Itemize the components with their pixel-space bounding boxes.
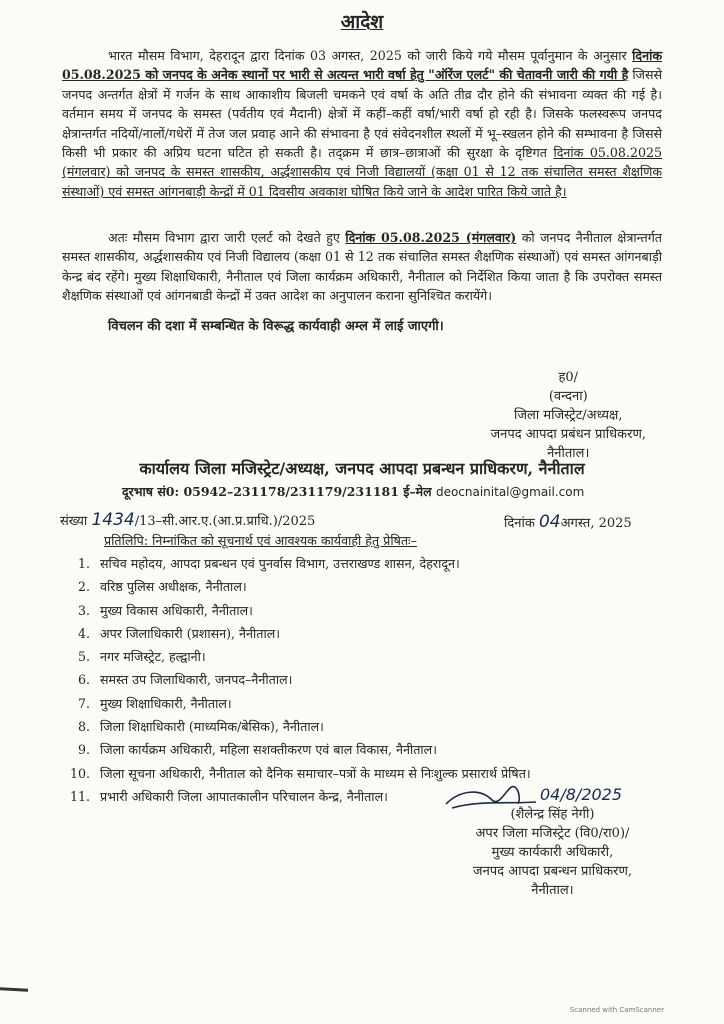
copy-recipient-number: 5. <box>77 649 90 665</box>
alert-highlight: दिनांक 05.08.2025 को जनपद के अनेक स्थानों पर भारी से अत्यन्त भारी वर्षा हेतु "ऑरेंज एलर्ट" की चेतावनी जारी की गयी है <box>62 48 662 83</box>
reference-number: संख्या 1434/13–सी.आर.ए.(आ.प्र.प्राधि.)/2025 <box>60 510 316 530</box>
copy-recipient-text: सचिव महोदय, आपदा प्रबन्धन एवं पुनर्वास विभाग, उत्तराखण्ड शासन, देहरादून। <box>100 556 460 571</box>
copy-recipient-text: मुख्य विकास अधिकारी, नैनीताल। <box>100 602 253 618</box>
copy-recipient-number: 11. <box>69 788 90 804</box>
copy-recipient-number: 1. <box>77 556 90 571</box>
signature-block-dm: ह0/ (वन्दना) जिला मजिस्ट्रेट/अध्यक्ष, जनपद आपदा प्रबंधन प्राधिकरण, नैनीताल। <box>490 370 646 461</box>
copy-recipient-item <box>60 668 660 691</box>
copy-recipient-item <box>60 599 660 622</box>
contact-line: दूरभाष सं0: 05942–231178/231179/231181 ई–मेल deocnainital@gmail.com <box>122 484 585 499</box>
holiday-declaration: दिनांक 05.08.2025 (मंगलवार) को जनपद के समस्त शासकीय, अर्द्धशासकीय एवं निजी विद्यालयों (कक्षा 01 से 12 तक संचालित समस्त शैक्षणिक संस्थाओं) एवं समस्त आंगनबाड़ी केन्द्रों में 01 दिवसीय अवकाश घोषित किये जाने के आदेश पारित किये जाते है। <box>62 145 662 199</box>
copy-recipient-number: 3. <box>77 602 90 618</box>
order-paragraph-3: विचलन की दशा में सम्बन्धित के विरूद्ध कार्यवाही अम्ल में लाई जाएगी। <box>108 319 444 334</box>
scanner-watermark: Scanned with CamScanner <box>569 1006 664 1014</box>
copy-recipient-item <box>60 575 660 598</box>
handwritten-day: 04 <box>538 512 561 532</box>
copy-recipient-text: प्रभारी अधिकारी जिला आपातकालीन परिचालन केन्द्र, नैनीताल। <box>100 788 388 804</box>
copy-recipient-number: 4. <box>77 625 90 641</box>
copy-recipient-item <box>60 692 660 715</box>
order-paragraph-1: भारत मौसम विभाग, देहरादून द्वारा दिनांक 03 अगस्त, 2025 को जारी किये गये मौसम पूर्वानुमान के अनुसार दिनांक 05.08.2025 को जनपद के अनेक स्थानों पर भारी से अत्यन्त भारी वर्षा हेतु "ऑरेंज एलर्ट" की चेतावनी जारी की गयी है जिससे जनपद अन्तर्गत क्षेत्रों में गर्जन के साथ आकाशीय बिजली चमकने एवं वर्षा के अति तीव्र दौर होने की संभावना व्यक्त की गई है। वर्तमान समय में जनपद के समस्त (पर्वतीय एवं मैदानी) क्षेत्रों में कहीं–कहीं वर्षा/भारी वर्षा हो रही है। जिसके फलस्वरूप जनपद क्षेत्रान्तर्गत नदियों/नालों/गधेरों में तेज जल प्रवाह आने की संभावना है एवं संवेदनशील स्थलों में भू–स्खलन होने की सम्भावना है जिससे किसी भी प्रकार की अप्रिय घटना घटित हो सकती है। तद्क्रम में छात्र–छात्राओं की सुरक्षा के दृष्टिगत दिनांक 05.08.2025 (मंगलवार) को जनपद के समस्त शासकीय, अर्द्धशासकीय एवं निजी विद्यालयों (कक्षा 01 से 12 तक संचालित समस्त शैक्षणिक संस्थाओं) एवं समस्त आंगनबाड़ी केन्द्रों में 01 दिवसीय अवकाश घोषित किये जाने के आदेश पारित किये जाते है। <box>62 48 662 199</box>
copy-recipient-number: 7. <box>77 695 90 711</box>
copy-recipient-text: जिला कार्यक्रम अधिकारी, महिला सशक्तीकरण एवं बाल विकास, नैनीताल। <box>100 742 437 758</box>
copy-recipient-text: समस्त उप जिलाधिकारी, जनपद–नैनीताल। <box>100 672 293 688</box>
signature-block-adm: (शैलेन्द्र सिंह नेगी) अपर जिला मजिस्ट्रेट (वि0/रा0)/ मुख्य कार्यकारी अधिकारी, जनपद आपदा प्रबन्धन प्राधिकरण, नैनीताल। <box>472 807 632 898</box>
copy-recipient-item <box>60 715 660 738</box>
copy-recipient-text: वरिष्ठ पुलिस अधीक्षक, नैनीताल। <box>100 579 247 595</box>
order-paragraph-2: अतः मौसम विभाग द्वारा जारी एलर्ट को देखते हुए दिनांक 05.08.2025 (मंगलवार) को जनपद नैनीताल क्षेत्रान्तर्गत समस्त शासकीय, अर्द्धशासकीय एवं निजी विद्यालय (कक्षा 01 से 12 तक संचालित समस्त शैक्षणिक संस्थाओं) एवं समस्त आंगनबाड़ी केन्द्र बंद रहेंगे। मुख्य शिक्षाधिकारी, नैनीताल एवं जिला कार्यक्रम अधिकारी, नैनीताल को निर्देशित किया जाता है कि उपरोक्त समस्त शैक्षणिक संस्थाओं एवं आंगनबाडी केन्द्रों में उक्त आदेश का अनुपालन कराना सुनिश्चित करायेंगे। <box>62 230 662 304</box>
copy-recipient-number: 8. <box>77 719 90 735</box>
email-address: deocnainital@gmail.com <box>435 485 585 499</box>
reference-date: दिनांक 04अगस्त, 2025 <box>504 512 632 532</box>
handwritten-number: 1434 <box>91 510 135 530</box>
copy-recipient-text: मुख्य शिक्षाधिकारी, नैनीताल। <box>100 695 232 711</box>
copy-recipient-number: 2. <box>77 579 90 595</box>
copy-recipient-item <box>60 738 660 761</box>
copy-recipient-number: 6. <box>77 672 90 688</box>
copy-recipient-item <box>60 645 660 668</box>
signature-date: 04/8/2025 <box>540 785 623 804</box>
order-title: आदेश <box>340 11 384 33</box>
copy-recipient-number: 9. <box>77 742 90 758</box>
copy-recipient-number: 10. <box>69 765 90 781</box>
scan-edge-mark <box>0 987 28 991</box>
copy-recipient-text: नगर मजिस्ट्रेट, हल्द्वानी। <box>100 649 206 665</box>
copy-recipient-item <box>60 622 660 645</box>
copy-recipient-item <box>60 552 660 575</box>
closure-date: दिनांक 05.08.2025 (मंगलवार) <box>345 230 517 245</box>
copy-recipient-text: जिला शिक्षाधिकारी (माध्यमिक/बेसिक), नैनीताल। <box>100 719 324 735</box>
office-heading: कार्यालय जिला मजिस्ट्रेट/अध्यक्ष, जनपद आपदा प्रबन्धन प्राधिकरण, नैनीताल <box>139 459 585 478</box>
copy-heading: प्रतिलिपि: निम्नांकित को सूचनार्थ एवं आवश्यक कार्यवाही हेतु प्रेषितः– <box>104 533 417 548</box>
copy-recipient-text: अपर जिलाधिकारी (प्रशासन), नैनीताल। <box>100 625 281 641</box>
copy-recipient-text: जिला सूचना अधिकारी, नैनीताल को दैनिक समाचार–पत्रों के माध्यम से निःशुल्क प्रसारार्थ प्रेषित। <box>100 765 531 781</box>
